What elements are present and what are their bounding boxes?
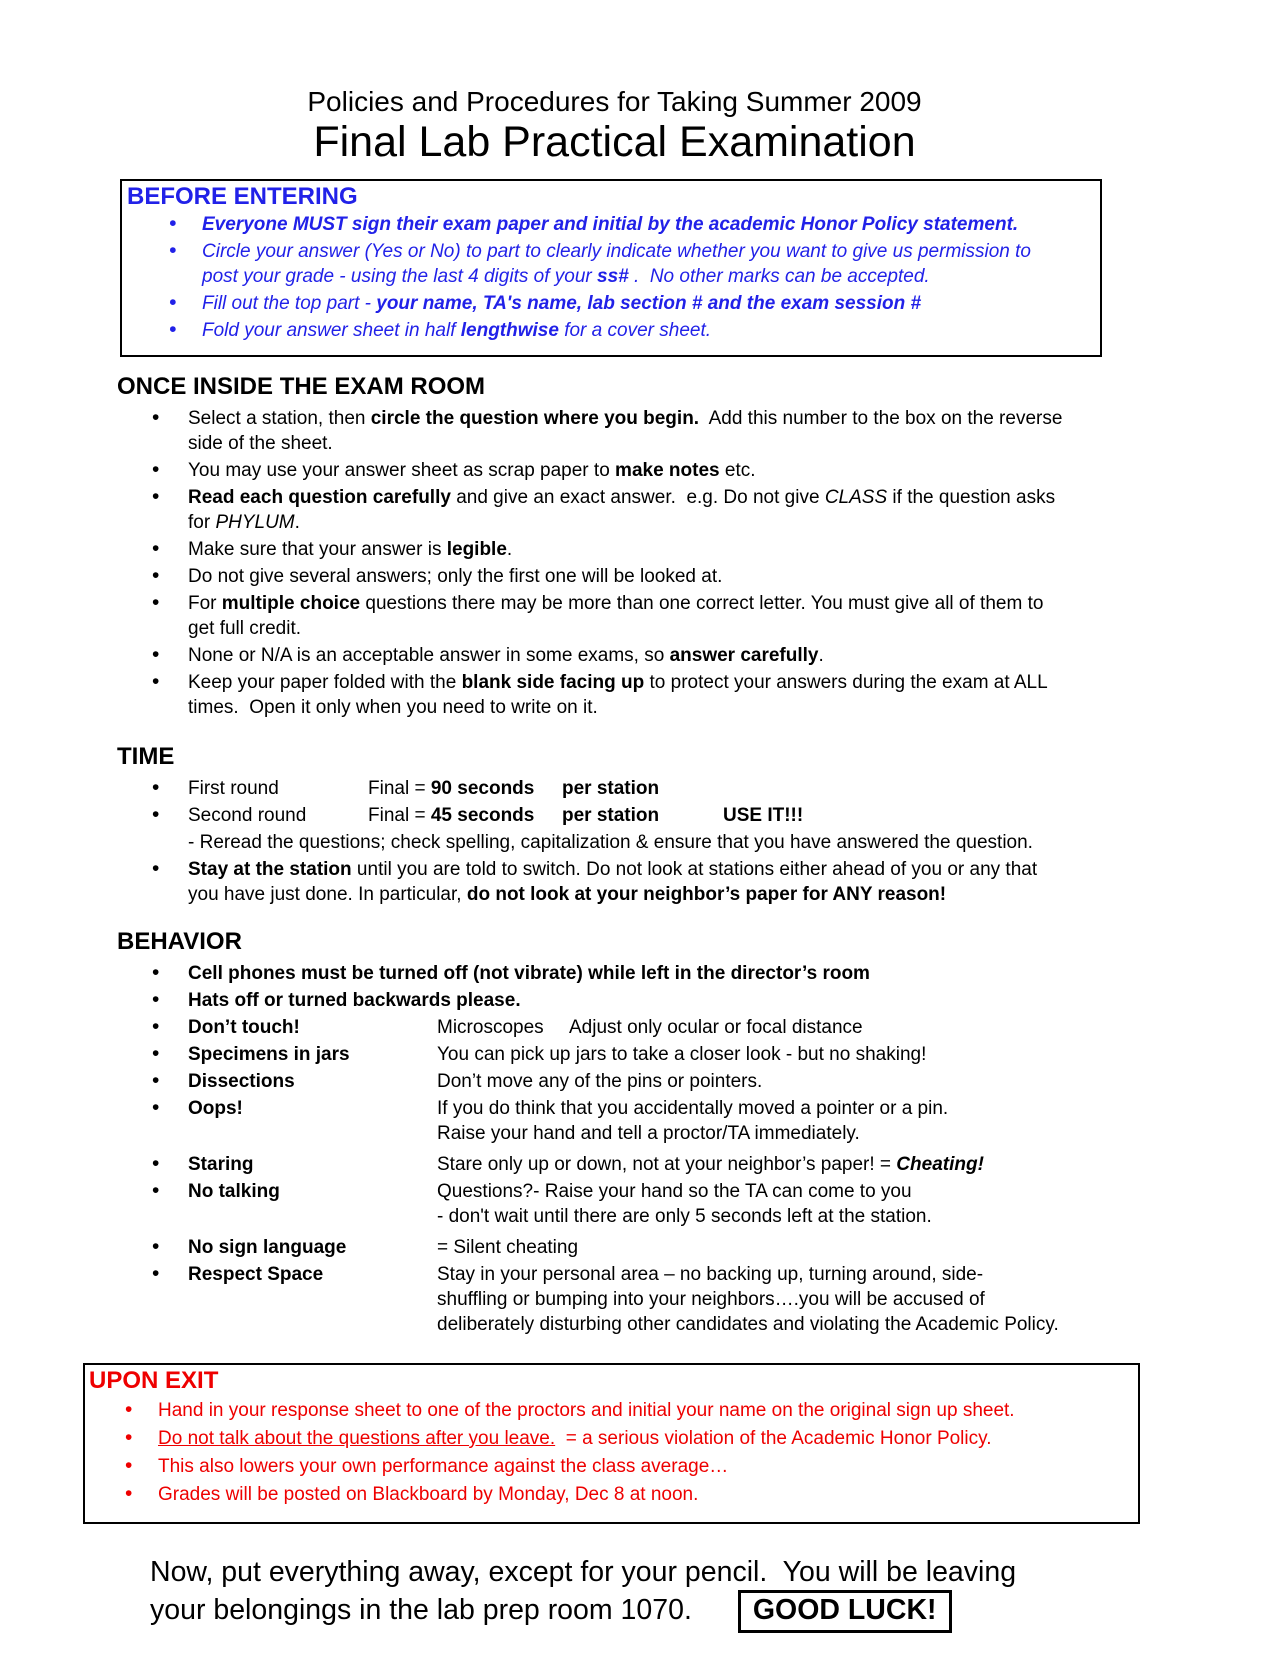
time-row (152, 803, 1142, 828)
text-line (437, 1042, 926, 1067)
behavior-heading: BEHAVIOR (117, 928, 242, 955)
text-line (188, 670, 1142, 695)
document-subtitle: Policies and Procedures for Taking Summer 2009 (307, 86, 922, 117)
text-segment: get full credit. (188, 618, 301, 639)
text-line (188, 961, 1142, 986)
behavior-item (152, 1015, 1142, 1040)
closing-note (150, 1554, 1142, 1633)
exam-room-list (117, 406, 1142, 720)
text-line (202, 239, 1092, 264)
closing-line-1: Now, put everything away, except for your pencil. You will be leaving (150, 1556, 1017, 1588)
text-segment: . (506, 539, 513, 560)
text-segment: Everyone MUST sign their exam paper and initial by the academic Honor Policy statement. (202, 214, 1019, 235)
text-segment: your name, TA's name, lab section # and the exam session # (376, 293, 922, 314)
text-line (188, 510, 1142, 535)
text-segment: legible (446, 539, 507, 560)
text-line (188, 616, 1142, 641)
text-line (188, 857, 1142, 882)
time-list (117, 776, 1142, 907)
text-line (202, 291, 1092, 316)
text-segment: etc. (719, 460, 756, 481)
before-entering-item (169, 291, 1092, 316)
text-segment: 45 seconds (430, 805, 535, 826)
upon-exit-item (125, 1454, 1130, 1479)
text-segment: This also lowers your own performance against the class average… (158, 1456, 729, 1477)
before-entering-item (169, 212, 1092, 237)
behavior-definition (437, 1152, 984, 1177)
time-heading: TIME (117, 743, 175, 770)
text-segment: Don’t move any of the pins or pointers. (437, 1071, 763, 1092)
behavior-item (152, 1096, 1142, 1146)
text-segment: multiple choice (221, 593, 361, 614)
time-final-value (368, 803, 562, 828)
text-line (188, 431, 1142, 456)
time-section (117, 744, 1142, 907)
text-line (188, 537, 1142, 562)
text-segment: You may use your answer sheet as scrap paper to (188, 460, 616, 481)
time-final-value (368, 776, 562, 801)
text-segment: lengthwise (460, 320, 559, 341)
text-line (188, 458, 1142, 483)
exam-room-item (152, 485, 1142, 535)
behavior-term: No sign language (188, 1237, 347, 1258)
before-entering-item (169, 239, 1092, 289)
text-segment: . (294, 512, 300, 533)
text-line (437, 1121, 948, 1146)
text-segment: blank side facing up (461, 672, 645, 693)
behavior-section (117, 929, 1142, 1337)
text-line (437, 1235, 578, 1260)
time-round-label: First round (188, 778, 279, 799)
behavior-item (152, 1235, 1142, 1260)
good-luck-badge: GOOD LUCK! (738, 1590, 952, 1633)
text-line (158, 1454, 1130, 1479)
time-per-station: per station (562, 805, 660, 826)
before-entering-item (169, 318, 1092, 343)
time-item (152, 857, 1142, 907)
behavior-term: Staring (188, 1154, 254, 1175)
text-line (158, 1482, 1130, 1507)
text-segment: and give an exact answer. e.g. Do not give (450, 487, 825, 508)
text-segment: = Silent cheating (437, 1237, 579, 1258)
behavior-definition (437, 1235, 578, 1260)
text-line (188, 882, 1142, 907)
document-title: Final Lab Practical Examination (313, 118, 916, 166)
text-line (188, 564, 1142, 589)
exam-room-item (152, 670, 1142, 720)
text-segment: Cell phones must be turned off (not vibrate) while left in the director’s room (188, 963, 870, 984)
text-segment: do not look at your neighbor’s paper for ANY reason! (466, 884, 947, 905)
behavior-term: Respect Space (188, 1264, 324, 1285)
upon-exit-item (125, 1398, 1130, 1423)
behavior-item (152, 988, 1142, 1013)
text-segment: to protect your answers during the exam at ALL (644, 672, 1048, 693)
text-segment: Add this number to the box on the reverse (699, 408, 1063, 429)
time-use-it: USE IT!!! (723, 805, 804, 826)
title-block (117, 86, 1112, 166)
text-segment: . (818, 645, 824, 666)
text-segment: For (188, 593, 222, 614)
text-segment: Grades will be posted on Blackboard by Monday, Dec 8 at noon. (158, 1484, 699, 1505)
exam-room-item (152, 406, 1142, 456)
text-segment: Stay in your personal area – no backing up, turning around, side- (437, 1264, 984, 1285)
text-line (437, 1152, 984, 1177)
upon-exit-box (83, 1363, 1140, 1524)
text-segment: = a serious violation of the Academic Honor Policy. (555, 1428, 992, 1449)
text-line (158, 1426, 1130, 1451)
exam-room-item (152, 643, 1142, 668)
exam-room-item (152, 537, 1142, 562)
behavior-item (152, 1042, 1142, 1067)
upon-exit-item (125, 1482, 1130, 1507)
text-line (437, 1069, 762, 1094)
text-line (202, 212, 1092, 237)
text-line (202, 318, 1092, 343)
text-segment: Fill out the top part - (202, 293, 377, 314)
behavior-term: Oops! (188, 1098, 243, 1119)
behavior-definition (437, 1069, 762, 1094)
closing-line-2 (150, 1590, 1142, 1633)
behavior-list (117, 961, 1142, 1337)
text-segment: Microscopes Adjust only ocular or focal distance (437, 1017, 863, 1038)
text-line (437, 1287, 1059, 1312)
text-segment: Stay at the station (188, 859, 352, 880)
text-segment: answer carefully (669, 645, 819, 666)
upon-exit-item (125, 1426, 1130, 1451)
text-segment: If you do think that you accidentally moved a pointer or a pin. (437, 1098, 949, 1119)
time-row (152, 776, 1142, 801)
text-line (188, 988, 1142, 1013)
text-segment: post your grade - using the last 4 digits of your (202, 266, 597, 287)
text-segment: Stare only up or down, not at your neighbor’s paper! = (437, 1154, 897, 1175)
text-line (437, 1015, 863, 1040)
text-segment: circle the question where you begin. (370, 408, 700, 429)
upon-exit-list (89, 1398, 1130, 1507)
text-segment: questions there may be more than one correct letter. You must give all of them to (360, 593, 1044, 614)
text-segment: CLASS (824, 487, 888, 508)
before-entering-list (127, 212, 1092, 343)
behavior-term: Specimens in jars (188, 1044, 350, 1065)
text-line (158, 1398, 1130, 1423)
text-line (437, 1204, 932, 1229)
text-segment: You can pick up jars to take a closer look - but no shaking! (437, 1044, 927, 1065)
text-line (437, 1262, 1059, 1287)
text-segment: 90 seconds (430, 778, 535, 799)
text-line (188, 643, 1142, 668)
text-segment: . No other marks can be accepted. (628, 266, 930, 287)
closing-line-2-text: your belongings in the lab prep room 1070. (150, 1594, 692, 1626)
text-segment: shuffling or bumping into your neighbors….you will be accused of (437, 1289, 985, 1310)
text-segment: for (188, 512, 216, 533)
behavior-term: Dissections (188, 1071, 295, 1092)
text-segment: Do not talk about the questions after you leave. (158, 1428, 556, 1449)
text-segment: Questions?- Raise your hand so the TA can come to you (437, 1181, 912, 1202)
text-segment: Read each question carefully (188, 487, 451, 508)
text-line (188, 485, 1142, 510)
text-segment: Cheating! (896, 1154, 984, 1175)
exam-room-item (152, 564, 1142, 589)
behavior-item (152, 1069, 1142, 1094)
behavior-definition (437, 1015, 863, 1040)
upon-exit-heading: UPON EXIT (89, 1367, 219, 1394)
text-line (188, 406, 1142, 431)
text-segment: times. Open it only when you need to write on it. (188, 697, 598, 718)
behavior-definition (437, 1262, 1059, 1337)
text-segment: for a cover sheet. (558, 320, 712, 341)
text-segment: deliberately disturbing other candidates and violating the Academic Policy. (437, 1314, 1059, 1335)
text-segment: - don't wait until there are only 5 seconds left at the station. (437, 1206, 932, 1227)
text-segment: - Reread the questions; check spelling, capitalization & ensure that you have answered the question. (188, 832, 1033, 853)
text-line (437, 1096, 948, 1121)
behavior-term: Don’t touch! (188, 1017, 300, 1038)
text-segment: until you are told to switch. Do not look at stations either ahead of you or any that (351, 859, 1038, 880)
before-entering-heading: BEFORE ENTERING (127, 183, 358, 210)
text-line (437, 1179, 932, 1204)
text-segment: Fold your answer sheet in half (202, 320, 461, 341)
text-line (188, 591, 1142, 616)
text-segment: Do not give several answers; only the first one will be looked at. (188, 566, 723, 587)
behavior-item (152, 961, 1142, 986)
exam-room-item (152, 458, 1142, 483)
exam-room-item (152, 591, 1142, 641)
text-line (202, 264, 1092, 289)
time-round-label: Second round (188, 805, 307, 826)
text-segment: Hand in your response sheet to one of the proctors and initial your name on the original sign up sheet. (158, 1400, 1015, 1421)
text-segment: you have just done. In particular, (188, 884, 467, 905)
text-line (437, 1312, 1059, 1337)
text-line (188, 695, 1142, 720)
text-segment: Hats off or turned backwards please. (188, 990, 521, 1011)
time-per-station: per station (562, 778, 660, 799)
behavior-term: No talking (188, 1181, 280, 1202)
text-segment: Raise your hand and tell a proctor/TA immediately. (437, 1123, 860, 1144)
behavior-item (152, 1179, 1142, 1229)
text-segment: None or N/A is an acceptable answer in some exams, so (188, 645, 670, 666)
text-segment: Final = (368, 778, 431, 799)
text-segment: make notes (615, 460, 720, 481)
text-segment: ss# (597, 266, 629, 287)
behavior-item (152, 1152, 1142, 1177)
exam-room-heading: ONCE INSIDE THE EXAM ROOM (117, 373, 486, 400)
behavior-definition (437, 1179, 932, 1229)
text-segment: Select a station, then (188, 408, 371, 429)
text-segment: side of the sheet. (188, 433, 333, 454)
text-segment: PHYLUM (215, 512, 295, 533)
before-entering-box (120, 179, 1102, 357)
text-segment: Circle your answer (Yes or No) to part to clearly indicate whether you want to give us permission to (202, 241, 1031, 262)
behavior-definition (437, 1042, 926, 1067)
text-segment: Final = (368, 805, 431, 826)
time-note (152, 830, 1142, 855)
behavior-item (152, 1262, 1142, 1337)
exam-room-section (117, 374, 1142, 720)
text-line (188, 830, 1142, 855)
text-segment: Make sure that your answer is (188, 539, 447, 560)
behavior-definition (437, 1096, 948, 1146)
text-segment: if the question asks (887, 487, 1056, 508)
text-segment: Keep your paper folded with the (188, 672, 462, 693)
